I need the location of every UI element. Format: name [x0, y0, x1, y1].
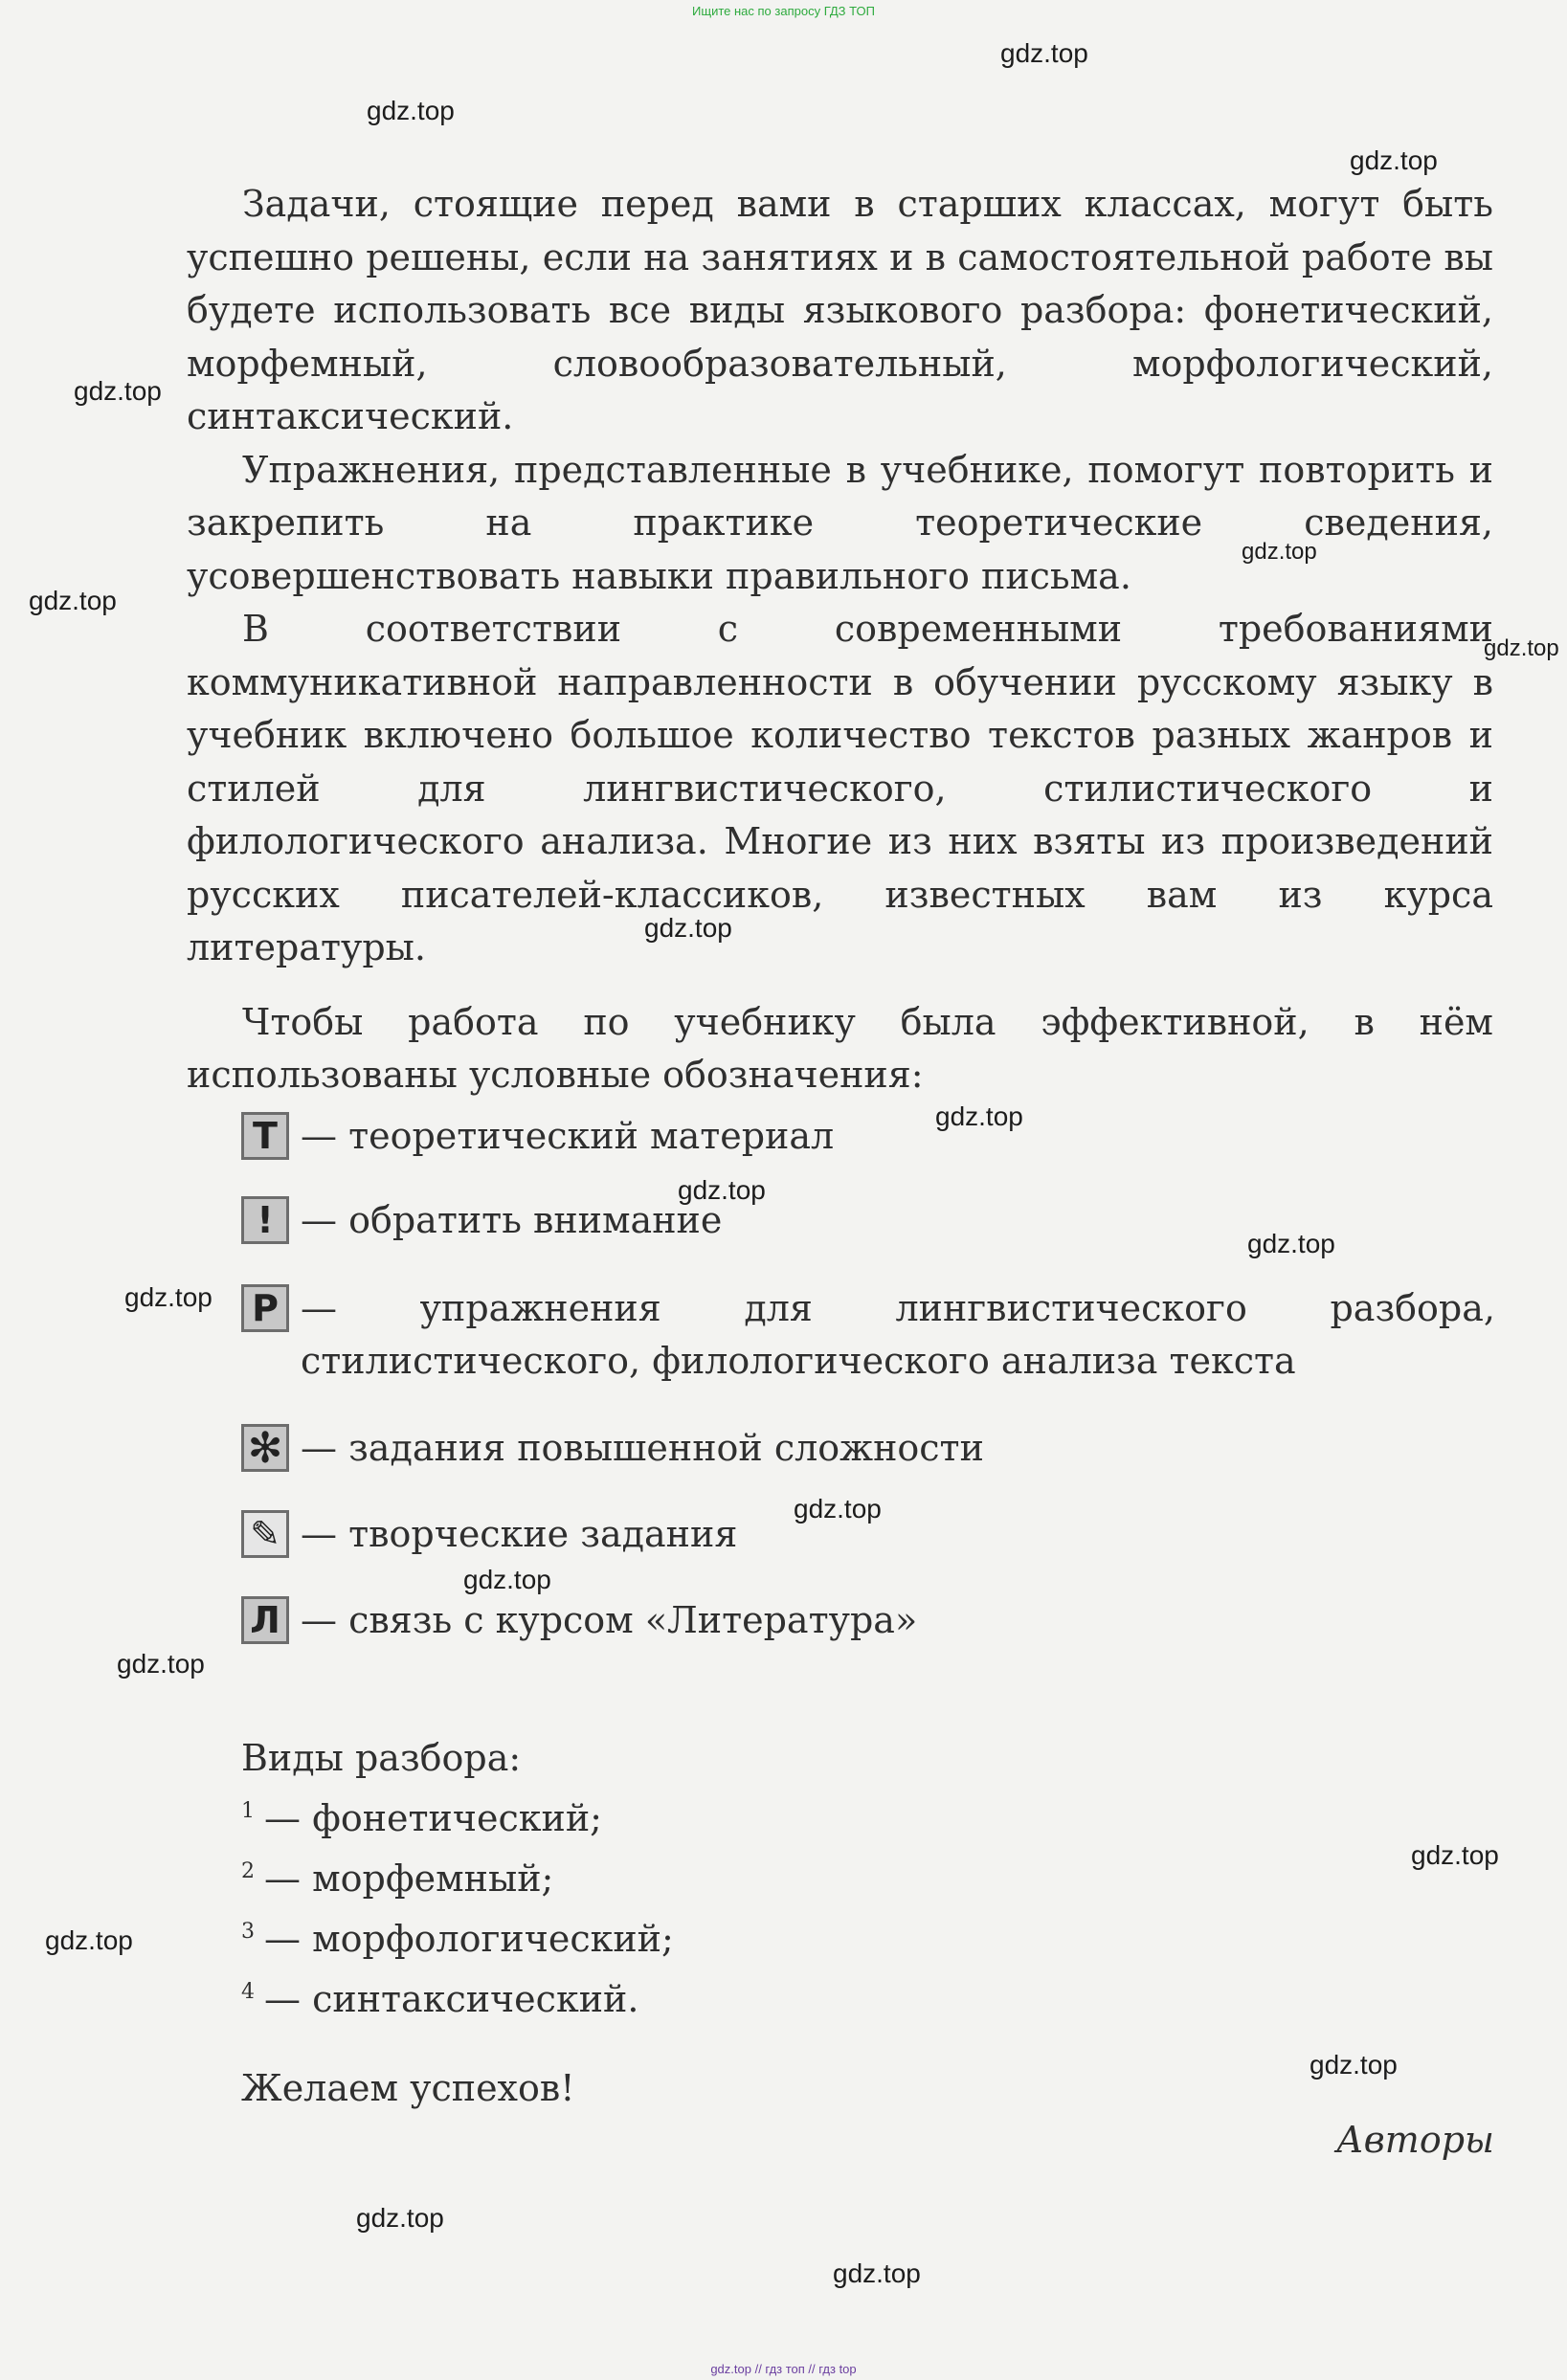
asterisk-icon: ✻: [241, 1424, 289, 1472]
paragraph-tasks: Задачи, стоящие перед вами в старших классах, могут быть успешно решены, если на занятиях и в самостоятельной работе вы будете использовать все виды языкового разбора: фонетический, морфемный, словообразовательный, морфологический, синтаксический.: [187, 183, 1493, 437]
analysis-kind-item: [241, 1905, 674, 1966]
legend-row-pencil: [241, 1508, 737, 1561]
analysis-kinds: [241, 1732, 674, 2026]
watermark: gdz.top: [124, 1282, 213, 1312]
watermark: gdz.top: [794, 1494, 882, 1524]
watermark: gdz.top: [644, 913, 732, 943]
watermark: gdz.top: [74, 376, 162, 406]
legend-text: — теоретический материал: [301, 1115, 835, 1157]
legend-text: — задания повышенной сложности: [301, 1427, 984, 1469]
watermark: gdz.top: [45, 1925, 133, 1955]
theory-icon: Т: [241, 1112, 289, 1160]
legend-row-asterisk: [241, 1422, 984, 1475]
analysis-kinds-title: Виды разбора:: [241, 1737, 522, 1779]
wish-text: Желаем успехов!: [241, 2067, 575, 2109]
watermark: gdz.top: [29, 586, 117, 615]
legend-row-theory: [241, 1110, 834, 1163]
analysis-icon: Р: [241, 1284, 289, 1332]
kind-number: 1: [241, 1799, 255, 1823]
authors-signature: Авторы: [1335, 2119, 1494, 2161]
watermark: gdz.top: [117, 1649, 205, 1679]
kind-text: — фонетический;: [264, 1797, 602, 1839]
watermark: gdz.top: [463, 1565, 551, 1594]
analysis-kind-item: [241, 1785, 674, 1845]
paragraph-texts: В соответствии с современными требованиями коммуникативной направленности в обучении русскому языку в учебник включено большое количество текстов разных жанров и стилей для лингвистического, стилистического и филологического анализа. Многие из них взяты из произведений русских писателей-классиков, известных вам из курса литературы.: [187, 608, 1493, 968]
legend-row-analysis: [241, 1282, 1495, 1388]
kind-text: — морфемный;: [264, 1857, 554, 1900]
watermark: gdz.top: [1411, 1840, 1499, 1870]
watermark: gdz.top: [833, 2258, 921, 2288]
legend-text: — обратить внимание: [301, 1199, 723, 1241]
kind-text: — морфологический;: [264, 1918, 674, 1960]
watermark: gdz.top: [367, 96, 455, 125]
legend-row-attention: [241, 1194, 722, 1247]
kind-number: 2: [241, 1859, 255, 1883]
analysis-kind-item: [241, 1845, 674, 1905]
legend-text: — связь с курсом «Литература»: [301, 1599, 918, 1641]
legend-text: — упражнения для лингвистического разбора, стилистического, филологического анализа текста: [301, 1287, 1495, 1382]
paragraph-exercises: Упражнения, представленные в учебнике, помогут повторить и закрепить на практике теоретические сведения, усовершенствовать навыки правильного письма.: [187, 448, 1493, 597]
attention-icon: !: [241, 1196, 289, 1244]
intro-text: [187, 178, 1493, 1102]
pencil-icon: ✎: [241, 1510, 289, 1558]
literature-icon: Л: [241, 1596, 289, 1644]
analysis-kind-item: [241, 1966, 674, 2026]
watermark: gdz.top: [1242, 539, 1317, 565]
watermark: gdz.top: [935, 1101, 1023, 1131]
watermark: gdz.top: [1350, 145, 1438, 175]
legend-row-literature: [241, 1594, 917, 1647]
watermark: gdz.top: [356, 2203, 444, 2233]
watermark: gdz.top: [1484, 635, 1559, 661]
watermark: gdz.top: [1247, 1229, 1335, 1258]
watermark: gdz.top: [678, 1175, 766, 1205]
legend-text: — творческие задания: [301, 1513, 738, 1555]
kind-text: — синтаксический.: [264, 1978, 639, 2020]
kind-number: 3: [241, 1920, 255, 1944]
top-search-note[interactable]: Ищите нас по запросу ГДЗ ТОП: [692, 4, 875, 18]
bottom-site-links[interactable]: gdz.top // гдз топ // гдз top: [710, 2362, 857, 2376]
paragraph-symbols: Чтобы работа по учебнику была эффективной, в нём использованы условные обозначения:: [187, 1000, 1493, 1096]
watermark: gdz.top: [1000, 38, 1088, 68]
watermark: gdz.top: [1310, 2050, 1398, 2080]
kind-number: 4: [241, 1980, 255, 2004]
